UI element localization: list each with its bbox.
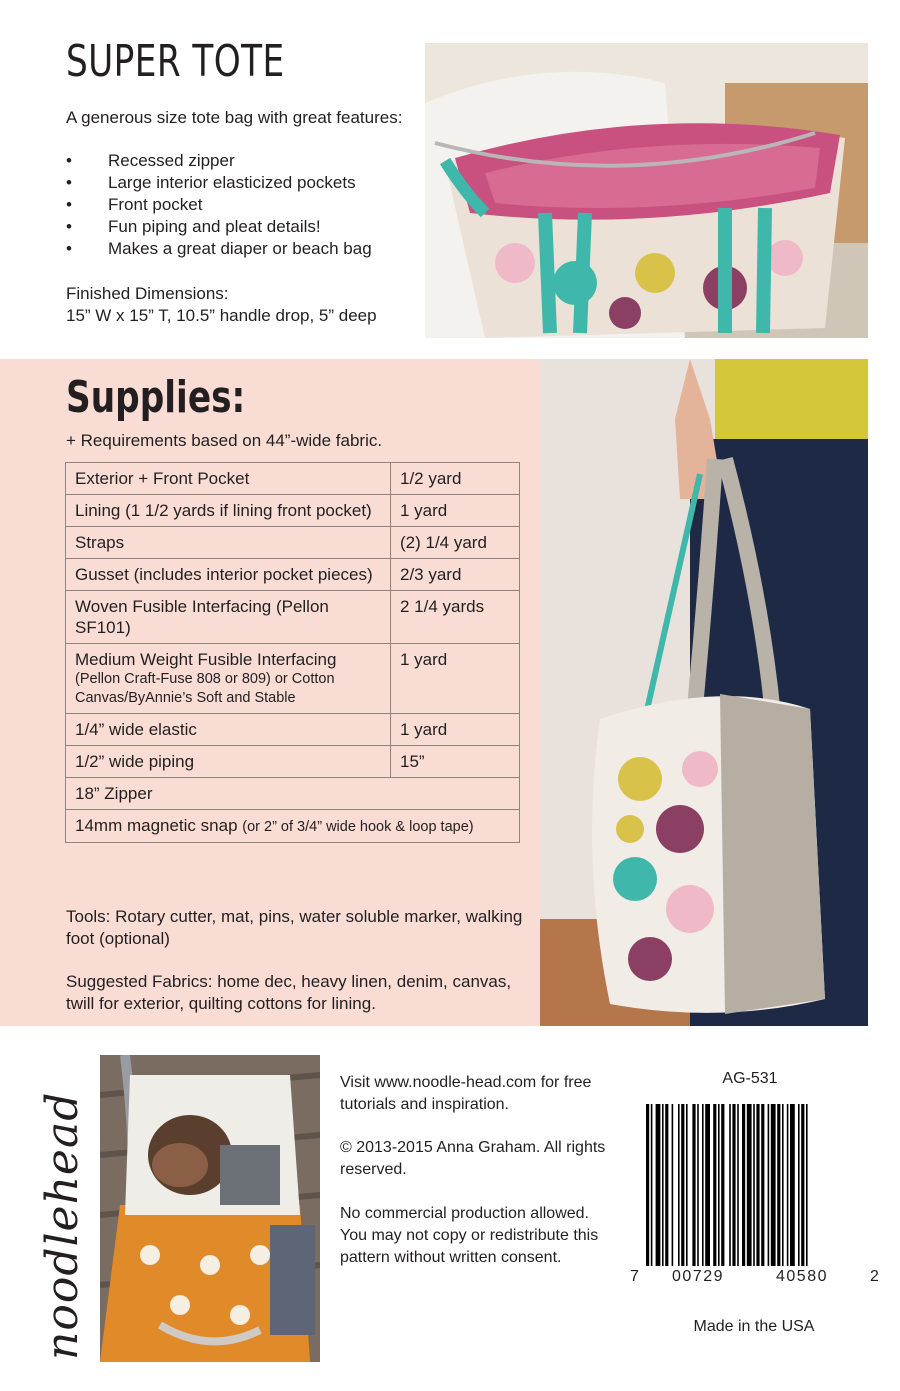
table-row: [66, 644, 520, 714]
supply-item: 18” Zipper: [66, 778, 520, 810]
supply-item-cell: [66, 810, 520, 843]
page-title: SUPER TOTE: [66, 36, 285, 87]
supplies-table: [65, 462, 520, 843]
barcode-bar: [790, 1104, 795, 1266]
supply-amount: 1/2 yard: [391, 463, 520, 495]
barcode-bar: [656, 1104, 661, 1266]
supply-item: 1/4” wide elastic: [66, 714, 391, 746]
table-row: [66, 714, 520, 746]
barcode-bar: [681, 1104, 684, 1266]
brand-logo: noodlehead: [37, 1091, 88, 1360]
supply-amount: (2) 1/4 yard: [391, 527, 520, 559]
supply-item: Gusset (includes interior pocket pieces): [66, 559, 391, 591]
supply-amount: 1 yard: [391, 714, 520, 746]
supply-item: Straps: [66, 527, 391, 559]
dimensions-label: Finished Dimensions:: [66, 284, 229, 303]
made-in-text: Made in the USA: [693, 1318, 815, 1335]
table-row: [66, 463, 520, 495]
barcode-bar: [756, 1104, 759, 1266]
barcode-bar: [737, 1104, 739, 1266]
tools-text: Tools: Rotary cutter, mat, pins, water soluble marker, walking foot (optional): [66, 907, 523, 948]
requirement-note: + Requirements based on 44”-wide fabric.: [66, 431, 383, 450]
feature-item: • Front pocket: [66, 194, 372, 216]
supply-amount: 1 yard: [391, 644, 520, 714]
barcode-bar: [646, 1104, 649, 1266]
sku-code: AG-531: [722, 1070, 778, 1087]
barcode-bar: [651, 1104, 653, 1266]
barcode-bar: [678, 1104, 680, 1266]
barcode-bar: [777, 1104, 780, 1266]
supply-item: Woven Fusible Interfacing (Pellon SF101): [66, 591, 391, 644]
feature-list: [66, 150, 372, 260]
barcode-bar: [692, 1104, 695, 1266]
supply-item: Exterior + Front Pocket: [66, 463, 391, 495]
supply-item-note: (Pellon Craft-Fuse 808 or 809) or Cotton Canvas/ByAnnie’s Soft and Stable: [75, 671, 335, 706]
supply-item: 1/2” wide piping: [66, 746, 391, 778]
tote-orange-illustration: [100, 1055, 320, 1362]
supply-amount: 15”: [391, 746, 520, 778]
barcode-bar: [801, 1104, 804, 1266]
table-row: [66, 559, 520, 591]
tote-carried-illustration: [540, 359, 868, 1026]
barcode-digit: 40580: [776, 1268, 828, 1285]
barcode-graphic: [646, 1104, 866, 1266]
barcode-bar: [806, 1104, 808, 1266]
barcode-bar: [713, 1104, 716, 1266]
table-row: [66, 591, 520, 644]
barcode-bar: [665, 1104, 668, 1266]
table-row: [66, 746, 520, 778]
intro-text: A generous size tote bag with great features:: [66, 108, 403, 127]
tote-open-illustration: [425, 43, 868, 338]
supply-item: 14mm magnetic snap: [75, 816, 238, 835]
dimensions-value: 15” W x 15” T, 10.5” handle drop, 5” deep: [66, 306, 377, 325]
barcode-bar: [787, 1104, 789, 1266]
barcode-bar: [729, 1104, 731, 1266]
supply-amount: 1 yard: [391, 495, 520, 527]
feature-item: • Recessed zipper: [66, 150, 372, 172]
supplies-title: Supplies:: [66, 372, 246, 423]
barcode-bar: [672, 1104, 674, 1266]
finished-dimensions: [66, 283, 396, 327]
tote-orange-photo: [100, 1055, 320, 1362]
supply-item-note: (or 2” of 3/4” wide hook & loop tape): [242, 819, 474, 835]
barcode-digit: 7: [630, 1268, 639, 1285]
barcode-bar: [782, 1104, 784, 1266]
barcode-bar: [705, 1104, 710, 1266]
table-row: [66, 495, 520, 527]
table-row: [66, 778, 520, 810]
barcode-bar: [702, 1104, 704, 1266]
barcode-bar: [768, 1104, 770, 1266]
feature-item: • Large interior elasticized pockets: [66, 172, 372, 194]
supply-item: Medium Weight Fusible Interfacing: [75, 650, 337, 669]
barcode-bar: [771, 1104, 776, 1266]
barcode-bar: [686, 1104, 688, 1266]
tote-open-photo: [425, 43, 868, 338]
feature-item: • Makes a great diaper or beach bag: [66, 238, 372, 260]
supply-amount: 2 1/4 yards: [391, 591, 520, 644]
feature-item: • Fun piping and pleat details!: [66, 216, 372, 238]
notice-text: No commercial production allowed. You may not copy or redistribute this pattern without written consent.: [340, 1205, 599, 1266]
barcode-bar: [753, 1104, 755, 1266]
barcode-digit: 2: [870, 1268, 879, 1285]
supply-amount: 2/3 yard: [391, 559, 520, 591]
barcode-bar: [742, 1104, 745, 1266]
barcode-bar: [697, 1104, 699, 1266]
barcode-bar: [718, 1104, 720, 1266]
barcode-bar: [761, 1104, 764, 1266]
barcode-bar: [662, 1104, 664, 1266]
supply-item-cell: [66, 644, 391, 714]
barcode-bar: [747, 1104, 752, 1266]
tote-carried-photo: [540, 359, 868, 1026]
copyright-text: © 2013-2015 Anna Graham. All rights reserved.: [340, 1139, 606, 1178]
barcode-bar: [721, 1104, 724, 1266]
table-row: [66, 527, 520, 559]
barcode-bar: [732, 1104, 735, 1266]
barcode-digit: 00729: [672, 1268, 724, 1285]
table-row: [66, 810, 520, 843]
barcode-bar: [798, 1104, 800, 1266]
visit-text: Visit www.noodle-head.com for free tutorials and inspiration.: [340, 1074, 592, 1113]
supply-item: Lining (1 1/2 yards if lining front pocket): [66, 495, 391, 527]
suggested-fabrics-text: Suggested Fabrics: home dec, heavy linen, denim, canvas, twill for exterior, quilting cottons for lining.: [66, 972, 512, 1013]
